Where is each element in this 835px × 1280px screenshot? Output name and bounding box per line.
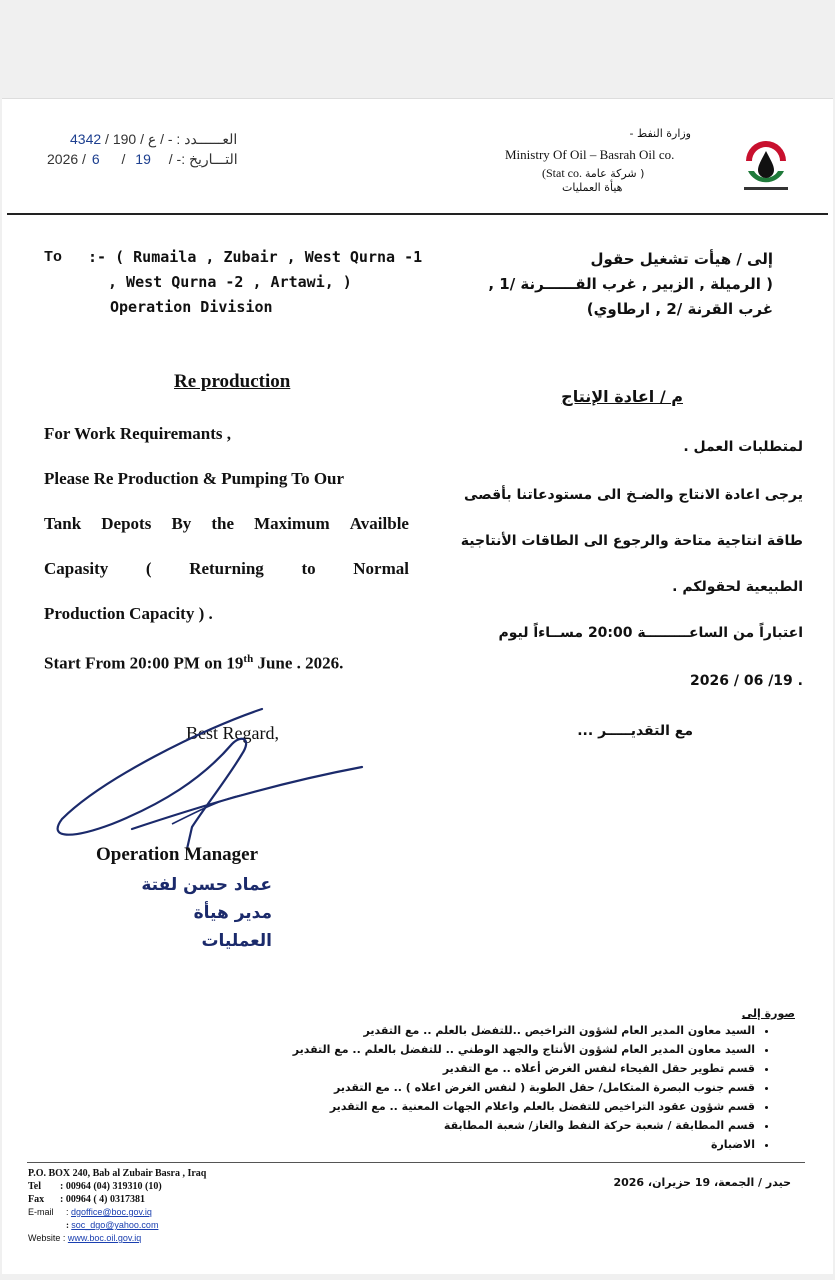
addressee-ar-line3: غرب القرنة /2 , ارطاوي): [586, 300, 773, 318]
cc-item: • قسم جنوب البصرة المتكامل/ حقل الطوبة ( لنفس الغرض اعلاه ) .. مع التقدير: [213, 1078, 755, 1097]
body-en-p5: Production Capacity ) .: [44, 604, 213, 623]
cc-item: • السيد معاون المدير العام لشؤون الأنتاج والجهد الوطني .. للتفضل بالعلم .. مع التقدير: [213, 1040, 755, 1059]
cc-item: • قسم تطوير حقل الفيحاء لنفس الغرض أعلاه .. مع التقدير: [213, 1059, 755, 1078]
body-ar-regards: مع التقديـــــر ...: [577, 723, 693, 739]
addressee-en-line1: :- ( Rumaila , Zubair , West Qurna -1: [88, 248, 423, 266]
website-label: Website :: [28, 1233, 66, 1243]
company-line: [542, 166, 644, 181]
footer-contact: P.O. BOX 240, Bab al Zubair Basra , Iraq Tel : 00964 (04) 319310 (10) Fax : 00964 ( 4) 0317381 E-mail : dgoffice@boc.gov.iq : soc_dgo@yahoo.com Website : www.boc.oil.gov.iq: [28, 1168, 207, 1243]
cc-item: • الاضبارة: [213, 1135, 755, 1154]
website-link[interactable]: www.boc.oil.gov.iq: [67, 1233, 142, 1243]
cc-list: [213, 1021, 773, 1154]
ministry-en: Ministry Of Oil – Basrah Oil co.: [505, 147, 675, 162]
addressee-en: [88, 245, 422, 320]
date-month: 6: [91, 151, 100, 167]
cc-block: [213, 1021, 773, 1154]
cc-title: صورة إلى: [741, 1007, 795, 1020]
cc-item: • قسم شؤون عقود التراخيص للتفضل بالعلم واعلام الجهات المعنية .. مع التقدير: [213, 1097, 755, 1116]
body-en-p4: Capasity ( Returning to Normal: [44, 559, 409, 578]
date-label-ar: التـــاريخ :- /: [168, 151, 238, 167]
date-year: 2026 /: [47, 151, 86, 167]
footer-address: P.O. BOX 240, Bab al Zubair Basra , Iraq: [28, 1168, 207, 1179]
body-ar-p3: طاقة انتاجية متاحة والرجوع الى الطاقات الأنتاجية: [460, 533, 803, 549]
signer-title-ar: مدير هيأة العمليات: [193, 903, 272, 951]
subject-en: Re production: [174, 371, 291, 392]
division-ar: هيأة العمليات: [562, 181, 623, 194]
addressee-ar-line1: إلى / هيأت تشغيل حقول: [590, 250, 773, 268]
reference-number-label: العــــــدد : - / ع / 190 /: [105, 131, 238, 147]
body-en-p3: Tank Depots By the Maximum Availble: [44, 514, 409, 533]
ministry-ar: وزارة النفط -: [629, 127, 691, 140]
body-ar-p1: لمتطلبات العمل .: [683, 439, 803, 455]
body-ar-p5: اعتباراً من الساعـــــــــة 20:00 مســاءاً ليوم: [498, 625, 803, 641]
date-day: 19: [135, 151, 151, 167]
body-en-start: Start From 20:00 PM on 19th June . 2026.: [44, 653, 344, 673]
body-ar-p4: الطبيعية لحقولكم .: [672, 579, 803, 595]
best-regard: Best Regard,: [186, 723, 279, 743]
subject-ar: م / اعادة الإنتاج: [561, 387, 683, 406]
to-label: To: [44, 249, 63, 266]
fax-value: : 00964 ( 4) 0317381: [60, 1194, 145, 1205]
company-ar: شركة عامة ): [585, 167, 645, 180]
signer-name-ar: عماد حسن لفتة: [141, 875, 272, 895]
email-link-2[interactable]: soc_dgo@yahoo.com: [71, 1220, 159, 1230]
date-sep1: /: [121, 151, 126, 167]
addressee-ar-line2: ( الرميلة , الزبير , غرب القــــــرنة /1 ,: [488, 275, 773, 293]
fax-label: Fax: [28, 1194, 45, 1205]
body-en-p2: Please Re Production & Pumping To Our: [44, 469, 345, 488]
basrah-oil-logo: [740, 137, 792, 195]
signer-title-en: Operation Manager: [96, 844, 259, 865]
addressee-en-line2: , West Qurna -2 , Artawi, ): [108, 273, 352, 291]
body-ar-p2: يرجى اعادة الانتاج والضـخ الى مستودعاتنا بأقصى: [463, 487, 803, 503]
company-en: (Stat co.: [542, 166, 582, 180]
cc-item: • السيد معاون المدير العام لشؤون التراخيص ..للتفضل بالعلم .. مع التقدير: [213, 1021, 755, 1040]
letter-page: [2, 98, 833, 1274]
email-label: E-mail: [28, 1207, 54, 1217]
letter-date: [47, 151, 297, 168]
reference-number-value: 4342: [70, 131, 102, 147]
footer-divider: [27, 1162, 805, 1163]
body-ar: [423, 439, 803, 739]
body-en: [44, 423, 409, 675]
cc-item: • قسم المطابقة / شعبة حركة النفط والغاز/ شعبة المطابقة: [213, 1116, 755, 1135]
body-en-p1: For Work Requiremants ,: [44, 424, 232, 443]
email-link-1[interactable]: dgoffice@boc.gov.iq: [71, 1207, 152, 1217]
signer-ar: [122, 871, 272, 955]
header-divider: [7, 213, 828, 215]
tel-label: Tel: [28, 1181, 41, 1192]
tel-value: : 00964 (04) 319310 (10): [60, 1181, 162, 1192]
printed-by: حيدر / الجمعة، 19 حزيران، 2026: [613, 1176, 791, 1189]
addressee-en-line3: Operation Division: [110, 298, 273, 316]
reference-number: [70, 131, 290, 148]
addressee-ar: [443, 247, 773, 322]
body-ar-date: 2026 / 06 /19 .: [690, 673, 803, 689]
